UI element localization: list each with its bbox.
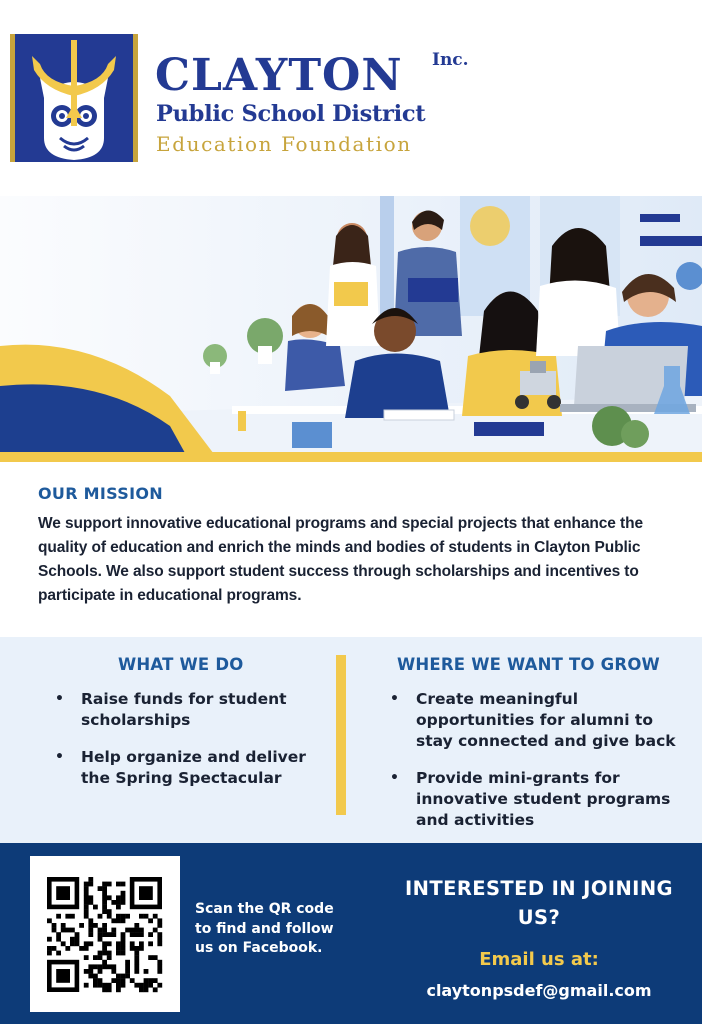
brand-suffix: Inc. bbox=[432, 50, 469, 70]
grow-title: WHERE WE WANT TO GROW bbox=[397, 655, 660, 674]
footer bbox=[0, 843, 702, 1024]
district-name: Public School District bbox=[156, 101, 426, 127]
cta-title: INTERESTED IN JOINING US? bbox=[405, 877, 673, 929]
header bbox=[0, 0, 702, 190]
brand-name: CLAYTON bbox=[155, 50, 403, 101]
what-we-do-list bbox=[55, 689, 320, 805]
what-we-do-title: WHAT WE DO bbox=[118, 655, 244, 674]
email-label: Email us at: bbox=[479, 949, 599, 970]
mission-section bbox=[38, 484, 678, 608]
column-divider bbox=[336, 655, 346, 815]
scan-instructions: Scan the QR code to find and follow us on Facebook. bbox=[195, 901, 334, 956]
list-item: • Help organize and deliver the Spring Spectacular bbox=[55, 747, 320, 789]
mission-text: We support innovative educational programs and special projects that enhance the quality of education and enrich the minds and bodies of students in Clayton Public Schools. We also support student success through scholarships and incentives to participate in educational programs. bbox=[38, 515, 643, 604]
mission-title: OUR MISSION bbox=[38, 484, 163, 503]
owl-trident-logo-icon bbox=[10, 34, 138, 162]
email-link[interactable]: claytonpsdef@gmail.com bbox=[426, 981, 652, 1000]
grow-list bbox=[390, 689, 682, 847]
qr-code-icon[interactable] bbox=[30, 856, 180, 1012]
list-item: • Create meaningful opportunities for alumni to stay connected and give back bbox=[390, 689, 682, 752]
columns-section bbox=[0, 637, 702, 843]
students-classroom-illustration-icon bbox=[0, 196, 702, 462]
foundation-name: Education Foundation bbox=[156, 132, 412, 156]
list-item: • Provide mini-grants for innovative student programs and activities bbox=[390, 768, 682, 831]
list-item: • Raise funds for student scholarships bbox=[55, 689, 320, 731]
